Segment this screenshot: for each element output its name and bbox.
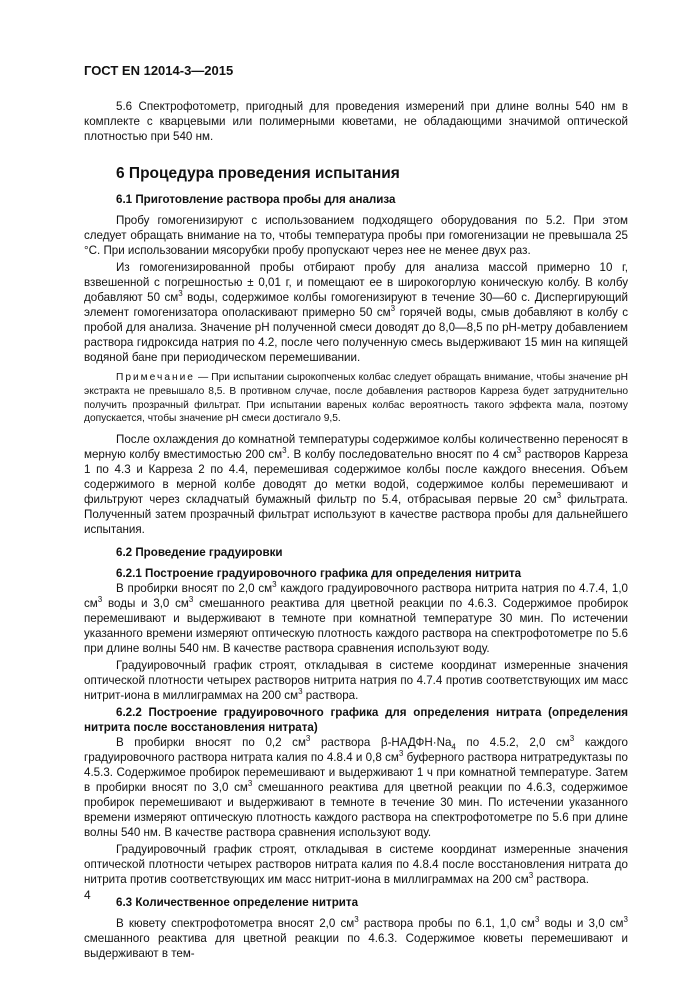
section-6-heading: 6 Процедура проведения испытания xyxy=(116,165,400,182)
page-number: 4 xyxy=(84,888,91,902)
section-6-2-2-heading: 6.2.2 Построение градуировочного графика для определения нитрата (определения нитрита после восстановления нитрата) xyxy=(84,706,628,735)
section-6-2-heading: 6.2 Проведение градуировки xyxy=(116,546,283,560)
note-label: Примечание xyxy=(116,372,195,383)
page-content xyxy=(84,99,628,961)
section-6-1-heading: 6.1 Приготовление раствора пробы для анализа xyxy=(116,193,396,206)
paragraph-6-1-c: После охлаждения до комнатной температуры содержимое колбы количественно переносят в мерную колбу вместимостью 200 $см^3$. В колбу последовательно вносят по 4 $см^3$ растворов Карреза 1 по 4.3 и Карреза 2 по 4.4, перемешивая содержимое колбы после каждого внесения. Объем содержимого в мерной колбе доводят до метки водой, содержимое колбы перемешивают и фильтруют через складчатый бумажный фильтр по 5.4, отбрасывая первые 20 $см^3$ фильтрата. Полученный затем прозрачный фильтрат используют в качестве раствора пробы для дальнейшего испытания. xyxy=(84,433,628,537)
paragraph-6-2-2-b: Градуировочный график строят, откладывая в системе координат измеренные значения оптической плотности четырех растворов нитрата калия по 4.8.4 после восстановления нитрата до нитрита против соответствующих им масс нитрит-иона в миллиграммах на 200 $см^3$ раствора. xyxy=(84,843,628,887)
section-6-2-1-heading: 6.2.1 Построение градуировочного графика для определения нитрита xyxy=(116,567,522,581)
paragraph-6-1-b: Из гомогенизированной пробы отбирают пробу для анализа массой примерно 10 г, взвешенной с погрешностью ± 0,01 г, и помещают ее в широкогорлую коническую колбу. В колбу добавляют 50 $см^3$ воды, содержимое колбы гомогенизируют в течение 30—60 с. Диспергирующий элемент гомогенизатора ополаскивают примерно 50 $см^3$ горячей воды, смыв добавляют в колбу с пробой для анализа. Значение рН полученной смеси доводят до 8,0—8,5 по рН-метру добавлением раствора гидроксида натрия по 4.2, после чего полученную смесь выдерживают 15 мин на кипящей водяной бане при периодическом перемешивании. xyxy=(84,261,628,364)
document-header: ГОСТ EN 12014-3—2015 xyxy=(84,63,234,78)
paragraph-6-2-1-a: В пробирки вносят по 2,0 $см^3$ каждого градуировочного раствора нитрита натрия по 4.7.4, 1,0 $см^3$ воды и 3,0 $см^3$ смешанного реактива для цветной реакции по 4.6.3. Содержимое пробирок перемешивают и выдерживают в темноте при комнатной температуре 30 мин. По истечении указанного времени измеряют оптическую плотность каждого раствора на спектрофотометре по 5.6 при длине волны 540 нм. В качестве раствора сравнения используют воду. xyxy=(84,580,628,656)
paragraph-6-2-2-a: В пробирки вносят по 0,2 $см^3$ раствора $\beta-НАДФН\cdot Na_4$ по 4.5.2, 2,0 $см^3$ каждого градуировочного раствора нитрата калия по 4.8.4 и 0,8 $см^3$ буферного раствора нитратредуктазы по 4.5.3. Содержимое пробирок перемешивают и выдерживают 1 ч при комнатной температуре. Затем в пробирки вносят по 3,0 $см^3$ смешанного реактива для цветной реакции по 4.6.3, содержимое пробирок перемешивают и выдерживают в темноте в течение 30 мин. По истечении указанного времени измеряют оптическую плотность каждого раствора на спектрофотометре по 5.6 при длине волны 540 нм. В качестве раствора сравнения используют воду. xyxy=(84,734,629,840)
paragraph-6-2-1-b: Градуировочный график строят, откладывая в системе координат измеренные значения оптической плотности четырех растворов нитрита натрия по 4.7.4 против соответствующих им масс нитрит-иона в миллиграммах на 200 $см^3$ раствора. xyxy=(84,659,628,703)
paragraph-6-1-a: Пробу гомогенизируют с использованием подходящего оборудования по 5.2. При этом следует обращать внимание на то, чтобы температура пробы при гомогенизации не превышала 25 °С. При использовании мясорубки пробу пропускают через нее не менее двух раз. xyxy=(84,214,628,257)
paragraph-5-6: 5.6 Спектрофотометр, пригодный для проведения измерений при длине волны 540 нм в комплекте с кварцевыми или полимерными кюветами, не обладающими значимой оптической плотностью при 540 нм. xyxy=(84,100,628,143)
note: Примечание — При испытании сырокопченых колбас следует обращать внимание, чтобы значение рН экстракта не превышало 8,5. В противном случае, после добавления растворов Карреза будет затруднительно получить прозрачный фильтрат. При испытании вареных колбас вероятность такого эффекта мала, поэтому допускается, чтобы значение рН смеси достигало 9,5. xyxy=(84,372,628,425)
section-6-3-heading: 6.3 Количественное определение нитрита xyxy=(116,896,359,910)
paragraph-6-3: В кювету спектрофотометра вносят 2,0 $см^3$ раствора пробы по 6.1, 1,0 $см^3$ воды и 3,0 $см^3$ смешанного реактива для цветной реакции по 4.6.3. Содержимое кюветы перемешивают и выдерживают в тем- xyxy=(84,915,628,961)
